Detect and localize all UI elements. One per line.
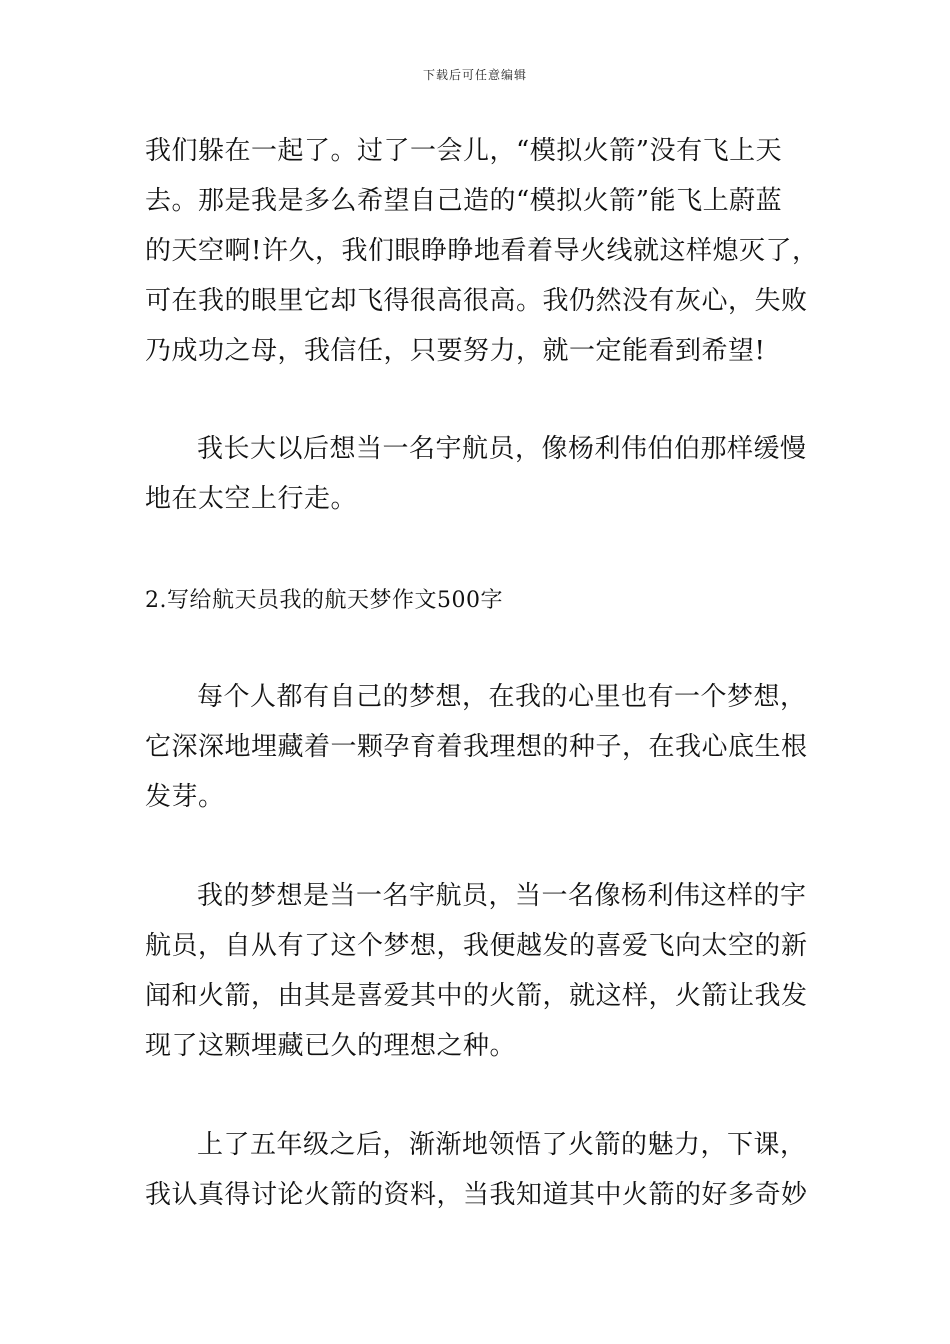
page-header: 下载后可任意编辑	[422, 68, 527, 82]
paragraph-line: 的天空啊!许久，我们眼睁睁地看着导火线就这样熄灭了，	[145, 236, 819, 266]
paragraph-line: 现了这颗埋藏已久的理想之种。	[145, 1031, 517, 1061]
paragraph-line: 发芽。	[145, 782, 225, 812]
paragraph-line: 我长大以后想当一名宇航员，像杨利伟伯伯那样缓慢	[197, 434, 807, 464]
section-heading: 2.写给航天员我的航天梦作文500字	[145, 588, 503, 613]
paragraph-line: 航员，自从有了这个梦想，我便越发的喜爱飞向太空的新	[145, 931, 808, 961]
paragraph-line: 我的梦想是当一名宇航员，当一名像杨利伟这样的宇	[197, 881, 807, 911]
paragraph-line: 每个人都有自己的梦想，在我的心里也有一个梦想，	[197, 682, 807, 712]
paragraph-line: 上了五年级之后，渐渐地领悟了火箭的魅力，下课，	[197, 1130, 807, 1160]
paragraph-line: 闻和火箭，由其是喜爱其中的火箭，就这样，火箭让我发	[145, 981, 808, 1011]
paragraph-line: 它深深地埋藏着一颗孕育着我理想的种子，在我心底生根	[145, 732, 808, 762]
paragraph-line: 乃成功之母，我信任，只要努力，就一定能看到希望!	[145, 336, 766, 366]
paragraph-line: 我认真得讨论火箭的资料，当我知道其中火箭的好多奇妙	[145, 1180, 808, 1210]
paragraph-line: 我们躲在一起了。过了一会儿，“模拟火箭”没有飞上天	[145, 136, 783, 166]
paragraph-line: 地在太空上行走。	[145, 484, 358, 514]
paragraph-line: 可在我的眼里它却飞得很高很高。我仍然没有灰心，失败	[145, 286, 808, 316]
paragraph-line: 去。那是我是多么希望自己造的“模拟火箭”能飞上蔚蓝	[145, 186, 783, 216]
